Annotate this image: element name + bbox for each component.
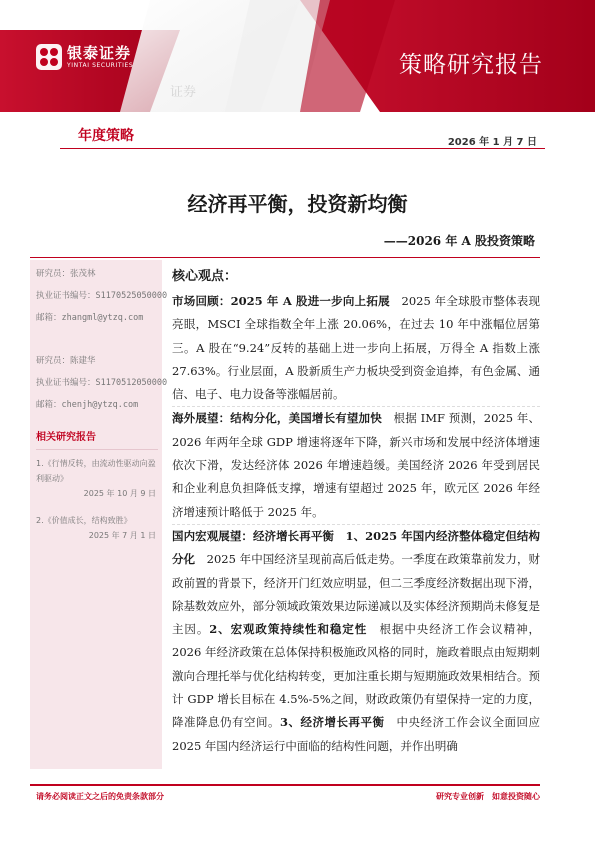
- market-review-paragraph: [172, 290, 540, 406]
- analyst-2-info: [30, 347, 168, 416]
- brand-name-en: YINTAI SECURITIES: [67, 61, 134, 69]
- brand-logo: [36, 44, 133, 70]
- analyst-1-name: 研究员：张茂林: [36, 269, 96, 279]
- analyst-sidebar: [30, 260, 168, 769]
- footer-disclaimer: 请务必阅读正文之后的免责条款部分: [36, 792, 164, 801]
- paragraph-body: 根据 IMF 预测，2025 年、2026 年两年全球 GDP 增速将逐年下降，新兴市场和发展中经济体增速依次下滑，发达经济体 2026 年增速趋缓。美国经济 2026 年受到居民和企业利息负担降低支撑，增速有望超过 2025 年，欧元区 2026 年经济增速预计略低于 2025 年。: [172, 411, 541, 519]
- paragraph-lead-3: 3、经济增长再平衡: [280, 715, 385, 730]
- domestic-macro-paragraph: [172, 524, 540, 758]
- analyst-2-email[interactable]: 邮箱：chenjh@ytzq.com: [36, 400, 139, 410]
- core-viewpoints: [172, 265, 540, 758]
- report-category: 年度策略: [78, 128, 134, 144]
- category-bar: [60, 118, 545, 149]
- paragraph-body: 2025 年全球股市整体表现亮眼，MSCI 全球指数全年上涨 20.06%，在过去 10 年中涨幅位居第三。A 股在“9.24”反转的基础上进一步向上拓展，万得全 A 指数上涨 27.63%。行业层面，A 股新质生产力板块受到资金追捧，有色金属、通信、电子、电力设备等涨幅居前。: [172, 294, 540, 402]
- analyst-2-name: 研究员：陈建华: [36, 356, 96, 366]
- report-subtitle: ——2026 年 A 股投资策略: [383, 234, 535, 248]
- paragraph-lead-2: 2、宏观政策持续性和稳定性: [209, 622, 368, 637]
- related-reports-divider: [36, 449, 158, 450]
- footer-divider: [30, 784, 540, 786]
- analyst-1-email[interactable]: 邮箱：zhangml@ytzq.com: [36, 313, 144, 323]
- brand-name-cn: 银泰证券: [67, 43, 132, 62]
- related-reports-title: 相关研究报告: [36, 432, 96, 443]
- report-type-label: 策略研究报告: [399, 52, 543, 78]
- paragraph-lead: 市场回顾：2025 年 A 股进一步向上拓展: [172, 294, 390, 308]
- publication-date: 2026 年 1 月 7 日: [447, 137, 537, 148]
- related-report-title[interactable]: 2.《价值成长，结构致胜》: [36, 516, 132, 525]
- related-report-item[interactable]: [30, 456, 162, 501]
- related-report-title[interactable]: 1.《行情反转，由流动性驱动向盈利驱动》: [36, 459, 156, 483]
- related-report-item[interactable]: [30, 513, 162, 543]
- yintai-logo-icon: [36, 44, 62, 70]
- svg-text:证券: 证券: [170, 85, 197, 100]
- paragraph-body-2: 根据中央经济工作会议精神，2026 年经济政策在总体保持积极施政风格的同时，施政着眼点由短期刺激向合理托举与优化结构转变，更加注重长期与短期施政效果相结合。预计 GDP 增长目标在 4.5%-5%之间，财政政策仍有望保持一定的力度，降准降息仍有空间。: [172, 622, 540, 730]
- related-report-date: 2025 年 7 月 1 日: [88, 531, 156, 540]
- overseas-outlook-paragraph: [172, 406, 540, 523]
- paragraph-body: 2025 年中国经济呈现前高后低走势。一季度在政策靠前发力，财政前置的背景下，经济开门红效应明显，但二三季度经济数据出现下滑，除基数效应外，部分领域政策效果边际递减以及实体经济预期尚未修复是主因。: [172, 552, 540, 637]
- paragraph-lead: 海外展望：结构分化，美国增长有望加快: [172, 411, 382, 426]
- footer-slogan: 研究专业创新 如意投资随心: [436, 792, 540, 801]
- page-header: [0, 0, 595, 112]
- related-report-date: 2025 年 10 月 9 日: [83, 489, 156, 498]
- analyst-1-cert: 执业证书编号：S1170525050000: [36, 291, 168, 301]
- report-title: 经济再平衡，投资新均衡: [187, 192, 408, 216]
- analyst-1-info: [30, 260, 168, 329]
- title-divider: [30, 257, 540, 258]
- core-viewpoints-title: 核心观点：: [172, 269, 238, 284]
- analyst-2-cert: 执业证书编号：S1170512050000: [36, 378, 168, 388]
- paragraph-body-3: 中央经济工作会议全面回应 2025 年国内经济运行中面临的结构性问题，并作出明确: [172, 715, 540, 753]
- paragraph-lead: 国内宏观展望：经济增长再平衡 1、2025 年国内经济整体稳定但结构分化: [172, 528, 540, 567]
